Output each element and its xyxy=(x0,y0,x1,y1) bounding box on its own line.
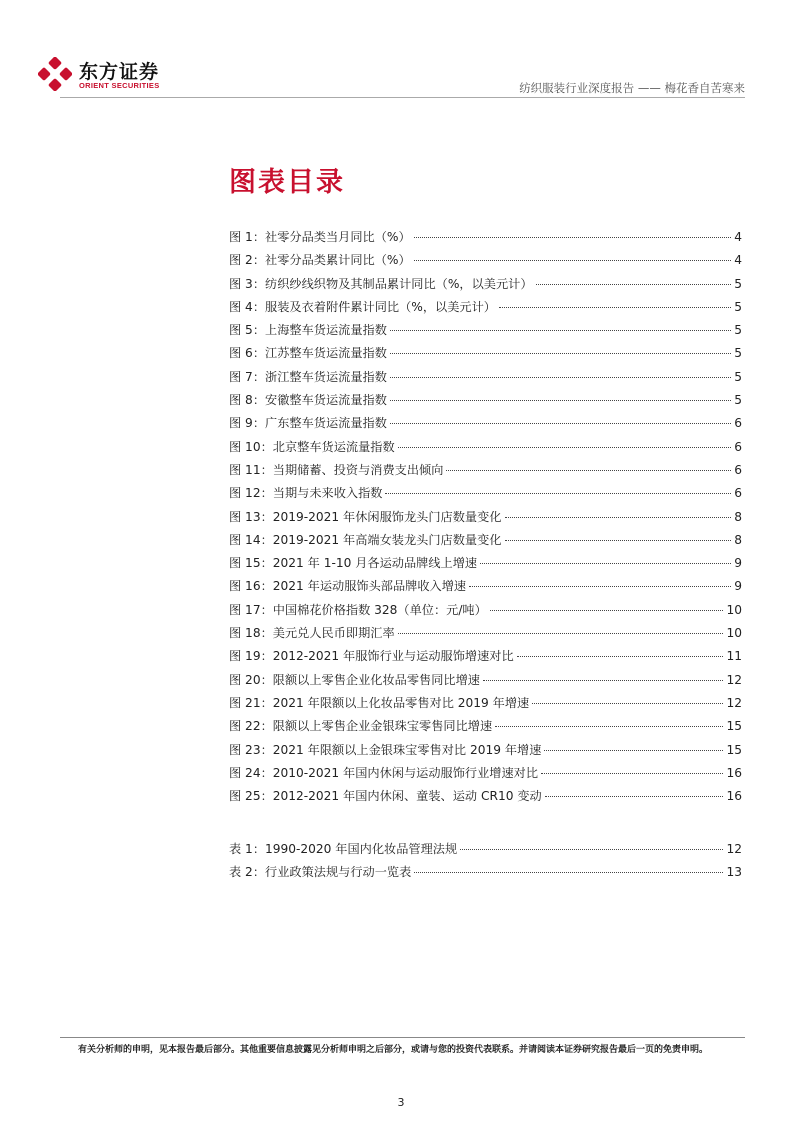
dot-leader xyxy=(385,493,731,494)
toc-entry-label: 图 10：北京整车货运流量指数 xyxy=(229,439,395,454)
dot-leader xyxy=(414,260,732,261)
toc-entry-page: 15 xyxy=(726,742,742,757)
dot-leader xyxy=(398,447,732,448)
toc-entry-page: 15 xyxy=(726,719,742,734)
footer-divider xyxy=(60,1037,745,1038)
toc-entry-page: 10 xyxy=(726,602,742,617)
toc-entry-label: 图 22：限额以上零售企业金银珠宝零售同比增速 xyxy=(229,719,493,734)
toc-entry-figure[interactable] xyxy=(229,296,742,319)
toc-entry-page: 9 xyxy=(734,556,742,571)
dot-leader xyxy=(390,353,731,354)
toc-entry-figure[interactable] xyxy=(229,599,742,622)
toc-entry-label: 图 7：浙江整车货运流量指数 xyxy=(229,369,387,384)
toc-entry-page: 4 xyxy=(734,230,742,244)
toc-entry-label: 图 19：2012-2021 年服饰行业与运动服饰增速对比 xyxy=(229,649,514,664)
toc-entry-figure[interactable] xyxy=(229,785,742,808)
dot-leader xyxy=(545,796,724,797)
toc-entry-label: 图 6：江苏整车货运流量指数 xyxy=(229,346,387,361)
dot-leader xyxy=(390,330,731,331)
toc-entry-figure[interactable] xyxy=(229,575,742,598)
toc-entry-figure[interactable] xyxy=(229,412,742,435)
toc-entry-label: 图 3：纺织纱线织物及其制品累计同比（%，以美元计） xyxy=(229,276,533,291)
toc-entry-page: 10 xyxy=(726,626,742,641)
toc-entry-figure[interactable] xyxy=(229,692,742,715)
toc-entry-label: 图 21：2021 年限额以上化妆品零售对比 2019 年增速 xyxy=(229,695,530,710)
toc-entry-label: 图 24：2010-2021 年国内休闲与运动服饰行业增速对比 xyxy=(229,765,539,780)
logo-chinese-name: 东方证券 xyxy=(79,61,160,83)
toc-entry-figure[interactable] xyxy=(229,669,742,692)
toc-entry-label: 图 14：2019-2021 年高端女装龙头门店数量变化 xyxy=(229,532,502,547)
toc-entry-label: 图 13：2019-2021 年休闲服饰龙头门店数量变化 xyxy=(229,509,502,524)
dot-leader xyxy=(414,872,723,873)
toc-entry-label: 图 25：2012-2021 年国内休闲、童装、运动 CR10 变动 xyxy=(229,789,542,804)
analyst-disclaimer: 有关分析师的申明，见本报告最后部分。其他重要信息披露见分析师申明之后部分，或请与您的投资代表联系。并请阅读本证券研究报告最后一页的免责申明。 xyxy=(78,1045,709,1055)
toc-entry-label: 图 20：限额以上零售企业化妆品零售同比增速 xyxy=(229,672,480,687)
toc-entry-page: 4 xyxy=(734,253,742,268)
dot-leader xyxy=(414,237,732,238)
dot-leader xyxy=(495,726,723,727)
dot-leader xyxy=(532,703,723,704)
toc-entry-page: 8 xyxy=(734,509,742,524)
toc-entry-page: 5 xyxy=(734,369,742,384)
toc-entry-label: 图 18：美元兑人民币即期汇率 xyxy=(229,626,395,641)
toc-entry-page: 16 xyxy=(726,765,742,780)
toc-entry-figure[interactable] xyxy=(229,739,742,762)
dot-leader xyxy=(469,586,731,587)
toc-entry-page: 6 xyxy=(734,486,742,501)
toc-entry-figure[interactable] xyxy=(229,226,742,249)
toc-entry-page: 5 xyxy=(734,299,742,314)
toc-entry-page: 8 xyxy=(734,532,742,547)
toc-entry-figure[interactable] xyxy=(229,506,742,529)
toc-entry-label: 图 5：上海整车货运流量指数 xyxy=(229,323,387,338)
toc-entry-page: 9 xyxy=(734,579,742,594)
dot-leader xyxy=(390,400,731,401)
toc-entry-figure[interactable] xyxy=(229,342,742,365)
table-list xyxy=(229,838,742,885)
toc-entry-label: 图 2：社零分品类累计同比（%） xyxy=(229,253,411,268)
toc-entry-label: 图 15：2021 年 1-10 月各运动品牌线上增速 xyxy=(229,556,478,571)
toc-entry-page: 5 xyxy=(734,393,742,408)
dot-leader xyxy=(499,307,731,308)
dot-leader xyxy=(480,563,731,564)
toc-entry-page: 12 xyxy=(726,842,742,856)
dot-leader xyxy=(390,423,731,424)
toc-entry-figure[interactable] xyxy=(229,249,742,272)
dot-leader xyxy=(505,540,732,541)
toc-entry-table[interactable] xyxy=(229,861,742,884)
toc-entry-figure[interactable] xyxy=(229,389,742,412)
toc-entry-page: 13 xyxy=(726,865,742,880)
toc-entry-label: 图 17：中国棉花价格指数 328（单位：元/吨） xyxy=(229,602,487,617)
dot-leader xyxy=(505,517,732,518)
toc-entry-figure[interactable] xyxy=(229,715,742,738)
toc-entry-page: 5 xyxy=(734,346,742,361)
logo-english-name: ORIENT SECURITIES xyxy=(79,81,160,90)
toc-entry-label: 图 9：广东整车货运流量指数 xyxy=(229,416,387,431)
toc-entry-figure[interactable] xyxy=(229,529,742,552)
toc-entry-figure[interactable] xyxy=(229,366,742,389)
toc-entry-page: 16 xyxy=(726,789,742,804)
toc-entry-page: 6 xyxy=(734,439,742,454)
toc-entry-page: 5 xyxy=(734,323,742,338)
toc-entry-table[interactable] xyxy=(229,838,742,861)
company-logo xyxy=(30,54,180,94)
toc-entry-label: 图 12：当期与未来收入指数 xyxy=(229,486,383,501)
toc-entry-label: 图 16：2021 年运动服饰头部品牌收入增速 xyxy=(229,579,467,594)
toc-entry-page: 11 xyxy=(726,649,742,664)
toc-entry-page: 6 xyxy=(734,416,742,431)
dot-leader xyxy=(517,656,724,657)
toc-entry-label: 图 11：当期储蓄、投资与消费支出倾向 xyxy=(229,462,444,477)
toc-entry-figure[interactable] xyxy=(229,762,742,785)
page-number: 3 xyxy=(397,1096,405,1109)
dot-leader xyxy=(446,470,731,471)
toc-entry-figure[interactable] xyxy=(229,482,742,505)
toc-entry-label: 表 1：1990-2020 年国内化妆品管理法规 xyxy=(229,842,458,856)
dot-leader xyxy=(483,680,724,681)
dot-leader xyxy=(536,284,732,285)
toc-entry-figure[interactable] xyxy=(229,436,742,459)
toc-entry-page: 12 xyxy=(726,672,742,687)
page-heading: 图表目录 xyxy=(229,167,345,198)
report-title: 纺织服装行业深度报告 —— 梅花香自苦寒来 xyxy=(519,81,745,95)
toc-entry-label: 表 2：行业政策法规与行动一览表 xyxy=(229,865,412,880)
toc-entry-figure[interactable] xyxy=(229,552,742,575)
dot-leader xyxy=(398,633,724,634)
toc-entry-label: 图 23：2021 年限额以上金银珠宝零售对比 2019 年增速 xyxy=(229,742,542,757)
dot-leader xyxy=(460,849,723,850)
figure-list xyxy=(229,226,742,808)
toc-entry-page: 6 xyxy=(734,462,742,477)
toc-entry-figure[interactable] xyxy=(229,273,742,296)
toc-entry-figure[interactable] xyxy=(229,459,742,482)
orient-securities-logo-icon xyxy=(38,57,72,91)
toc-entry-label: 图 1：社零分品类当月同比（%） xyxy=(229,230,411,244)
toc-entry-page: 5 xyxy=(734,276,742,291)
toc-entry-figure[interactable] xyxy=(229,622,742,645)
header-divider xyxy=(60,97,745,98)
toc-entry-label: 图 4：服装及衣着附件累计同比（%，以美元计） xyxy=(229,299,496,314)
toc-entry-figure[interactable] xyxy=(229,645,742,668)
toc-entry-figure[interactable] xyxy=(229,319,742,342)
toc-entry-page: 12 xyxy=(726,695,742,710)
dot-leader xyxy=(490,610,724,611)
dot-leader xyxy=(390,377,731,378)
dot-leader xyxy=(544,750,723,751)
toc-entry-label: 图 8：安徽整车货运流量指数 xyxy=(229,393,387,408)
dot-leader xyxy=(541,773,723,774)
